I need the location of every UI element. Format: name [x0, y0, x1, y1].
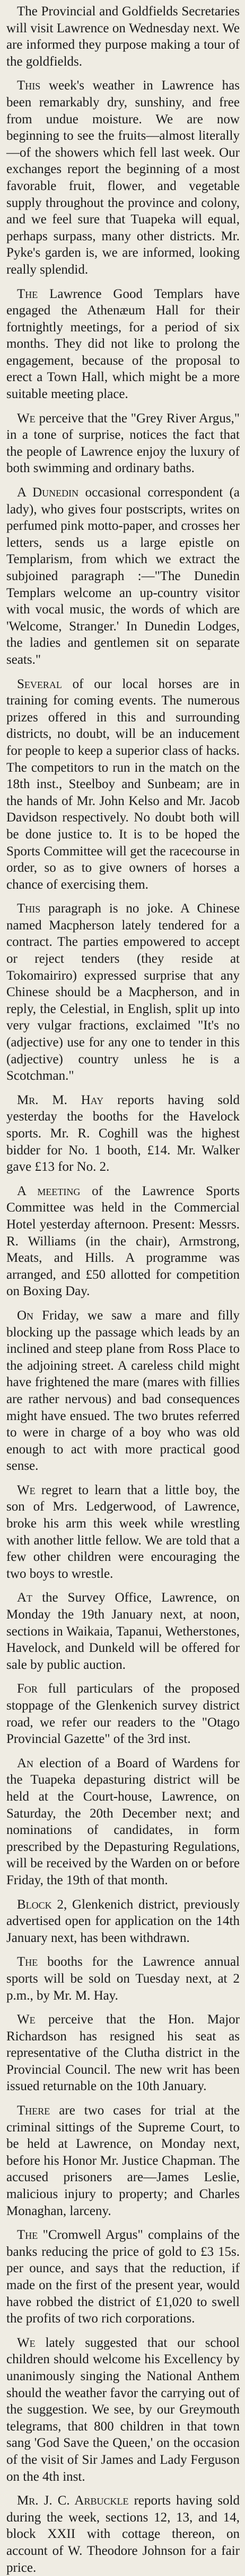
- paragraph-lead: Block: [17, 1897, 52, 1912]
- paragraph-lead: A meeting: [17, 1183, 81, 1198]
- paragraph-lead: Mr. M. Hay: [17, 1092, 104, 1107]
- paragraph-macpherson: [6, 900, 240, 1084]
- paragraph-lead: We: [17, 2012, 36, 2027]
- paragraph-broken-arm: [6, 1482, 240, 1583]
- paragraph-lead: A Dunedin: [17, 485, 79, 500]
- paragraph-text: election of a Board of Wardens for the Tuapeka depasturing district will be held at the Court-house, Lawrence, on Saturday, the 20th December next; and nominations of candidates, in form prescribed by the Depasturing Regulations, will be received by the Warden on or before Friday, the 19th of that month.: [6, 1756, 240, 1887]
- paragraph-text: occasional correspondent (a lady), who gives four postscripts, writes on perfumed pink motto-paper, and crosses her letters, sends us a large epistle on Templarism, from which we extract the subjoined paragraph :—"The Dunedin Templars welcome an up-country visitor with vocal music, the words of which are 'Welcome, Stranger.' In Dunedin Lodges, the ladies and gentlemen sit on separate seats.": [6, 485, 240, 667]
- paragraph-national-anthem: [6, 2335, 240, 2485]
- paragraph-lead: For: [17, 1682, 38, 1696]
- paragraph-lead: We: [17, 1483, 36, 1497]
- paragraph-text: the Survey Office, Lawrence, on Monday the 19th January next, at noon, sections in Waikaia, Tapanui, Wetherstones, Havelock, and Dunkeld will be offered for sale by public auction.: [6, 1590, 240, 1672]
- paragraph-text: regret to learn that a little boy, the son of Mrs. Ledgerwood, of Lawrence, broke his arm this week while wrestling with another little fellow. We are told that a few other children were encouraging the two boys to wrestle.: [6, 1483, 240, 1581]
- paragraph-sports-booths-sale: [6, 1954, 240, 2004]
- paragraph-grey-river-argus: [6, 410, 240, 477]
- paragraph-horses-training: [6, 676, 240, 893]
- paragraph-text: booths for the Lawrence annual sports will be sold on Tuesday next, at 2 p.m., by Mr. M. Hay.: [6, 1955, 240, 2003]
- paragraph-supreme-court-cases: [6, 2102, 240, 2219]
- paragraph-lead: The: [17, 286, 38, 301]
- paragraph-text: Lawrence Good Templars have engaged the Athenæum Hall for their fortnightly meetings, for a period of six months. They did not like to prolong the engagement, because of the proposal to erect a Town Hall, which might be a more suitable meeting place.: [6, 286, 240, 402]
- paragraph-text: The Provincial and Goldfields Secretaries will visit Lawrence on Wednesday next. We are informed they purpose making a tour of the goldfields.: [6, 4, 240, 69]
- paragraph-text: lately suggested that our school children should welcome his Excellency by unanimously singing the National Anthem should the weather favor the carrying out of the suggestion. We see, by our Greymouth telegrams, that 800 children in that town sang 'God Save the Queen,' on the occasion of the visit of Sir James and Lady Ferguson on the 4th inst.: [6, 2335, 240, 2484]
- paragraph-lead: This: [17, 901, 41, 916]
- paragraph-block-withdrawn: [6, 1896, 240, 1947]
- paragraph-secretaries-visit: [6, 3, 240, 70]
- paragraph-arbuckle-sale: [6, 2492, 240, 2576]
- paragraph-lead: An: [17, 1756, 34, 1770]
- paragraph-road-stoppage: [6, 1680, 240, 1747]
- paragraph-text: reports having sold during the week, sections 12, 13, and 14, block XXII with cottage thereon, on account of W. Theodore Johnson for a fair price.: [6, 2493, 240, 2575]
- paragraph-richardson-resigned: [6, 2011, 240, 2095]
- paragraph-dunedin-correspondent: [6, 484, 240, 668]
- paragraph-cromwell-argus: [6, 2227, 240, 2327]
- paragraph-text: perceive that the "Grey River Argus," in a tone of surprise, notices the fact that the people of Lawrence enjoy the luxury of both swimming and ordinary baths.: [6, 411, 240, 476]
- paragraph-text: are two cases for trial at the criminal sittings of the Supreme Court, to be held at Lawrence, on Monday next, before his Honor Mr. Justice Chapman. The accused prisoners are—James Leslie, malicious injury to property; and Charles Monaghan, larceny.: [6, 2103, 240, 2218]
- paragraph-survey-office-sale: [6, 1589, 240, 1673]
- paragraph-lead: On: [17, 1308, 34, 1323]
- paragraph-text: perceive that the Hon. Major Richardson has resigned his seat as representative of the Clutha district in the Provincial Council. The new writ has been issued returnable on the 10th January.: [6, 2012, 240, 2094]
- paragraph-lead: We: [17, 2335, 36, 2350]
- paragraph-text: of our local horses are in training for coming events. The numerous prizes offered in this and surrounding districts, no doubt, will be an inducement for people to keep a superior class of hacks. The competitors to run in the match on the 18th inst., Steelboy and Sunbeam; are in the hands of Mr. John Kelso and Mr. Jacob Davidson respectively. No doubt both will be done justice to. It is to be hoped the Sports Committee will get the racecourse in order, so as to give owners of horses a chance of exercising them.: [6, 676, 240, 892]
- paragraph-text: "Cromwell Argus" complains of the banks reducing the price of gold to £3 15s. per ounce, and says that the reduction, if made on the first of the present year, would have robbed the district of £1,020 to swell the profits of two rich corporations.: [6, 2228, 240, 2326]
- paragraph-sports-committee: [6, 1183, 240, 1300]
- paragraph-text: Friday, we saw a mare and filly blocking up the passage which leads by an inclined and steep plane from Ross Place to the adjoining street. A careless child might have frightened the mare (mares with fillies are rather nervous) and bad consequences might have ensued. The two brutes referred to were in charge of a boy who was old enough to act with more practical good sense.: [6, 1308, 240, 1474]
- paragraph-text: 2, Glenkenich district, previously advertised open for application on the 14th January next, has been withdrawn.: [6, 1897, 240, 1945]
- paragraph-lead: We: [17, 411, 36, 426]
- paragraph-good-templars: [6, 286, 240, 403]
- paragraph-lead: There: [17, 2103, 50, 2118]
- paragraph-lead: This: [17, 78, 41, 93]
- paragraph-lead: Mr. J. C. Arbuckle: [17, 2493, 129, 2508]
- paragraph-weather: [6, 77, 240, 278]
- paragraph-lead: The: [17, 2228, 38, 2243]
- paragraph-text: of the Lawrence Sports Committee was held in the Commercial Hotel yesterday afternoon. Present: Messrs. R. Williams (in the chair), Armstrong, Meats, and Hills. A programme was arranged, and £50 allotted for competition on Boxing Day.: [6, 1183, 240, 1299]
- paragraph-mare-and-filly: [6, 1307, 240, 1475]
- paragraph-lead: At: [17, 1590, 33, 1605]
- paragraph-text: full particulars of the proposed stoppage of the Glenkenich survey district road, we refer our readers to the "Otago Provincial Gazette" of the 3rd inst.: [6, 1682, 240, 1747]
- paragraph-lead: Several: [17, 676, 62, 691]
- paragraph-text: reports having sold yesterday the booths for the Havelock sports. Mr. R. Coghill was the highest bidder for No. 1 booth, £14. Mr. Walker gave £13 for No. 2.: [6, 1092, 240, 1174]
- paragraph-text: week's weather in Lawrence has been remarkably dry, sunshiny, and free from undue moisture. We are now beginning to see the fruits—almost literally—of the showers which fell last week. Our exchanges report the beginning of a most favorable fruit, flower, and vegetable supply throughout the province and colony, and we feel sure that Tuapeka will equal, perhaps surpass, many other districts. Mr. Pyke's garden is, we are informed, looking really splendid.: [6, 78, 240, 277]
- paragraph-havelock-booths: [6, 1092, 240, 1176]
- paragraph-text: paragraph is no joke. A Chinese named Macpherson lately tendered for a contract. The parties empowered to accept or reject tenders (they reside at Tokomairiro) expressed surprise that any Chinese should be a Macpherson, and in reply, the Celestial, in English, split up into very vulgar fractions, exclaimed "It's no (adjective) use for any one to tender in this (adjective) country unless he is a Scotchman.": [6, 901, 240, 1083]
- paragraph-board-of-wardens: [6, 1755, 240, 1889]
- paragraph-lead: The: [17, 1955, 38, 1969]
